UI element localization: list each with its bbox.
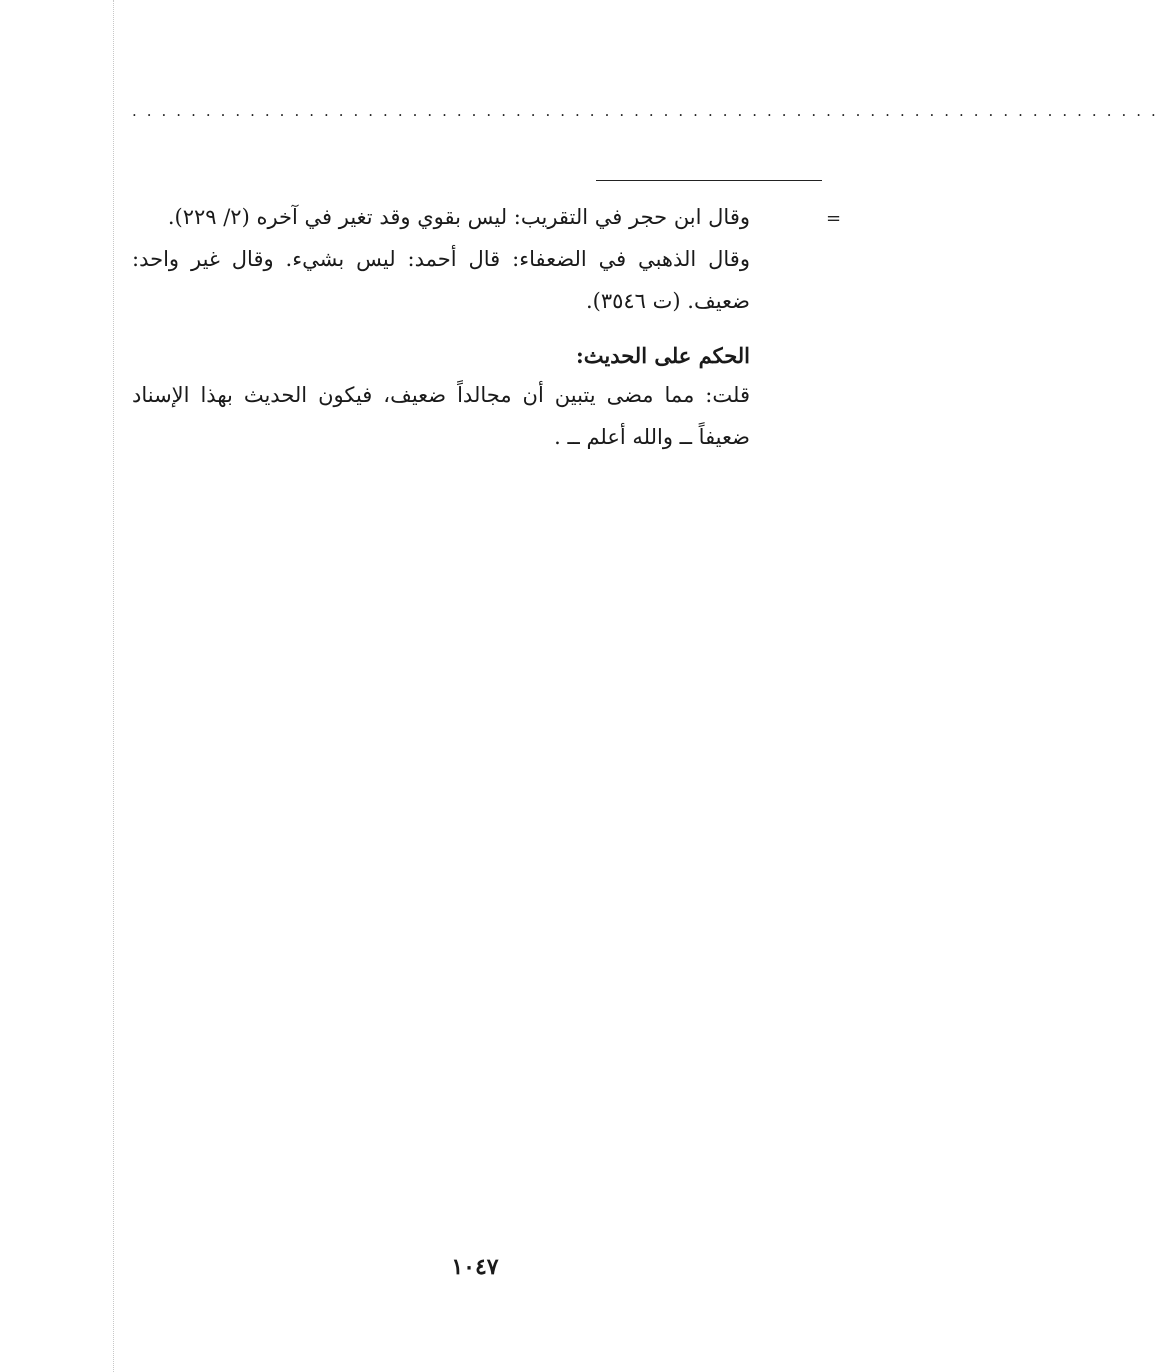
footnote-separator-rule	[596, 180, 822, 181]
ibn-hajar-line: وقال ابن حجر في التقريب: ليس بقوي وقد تغير في آخره (٢/ ٢٢٩).	[167, 205, 750, 229]
section-heading: الحكم على الحديث:	[576, 343, 750, 368]
footnote-continuation-mark: =	[826, 208, 842, 229]
hadith-ruling	[132, 374, 750, 458]
header-dotted-separator: ······································································	[132, 106, 1166, 124]
narrator-assessment	[132, 196, 750, 322]
dhahabi-line: وقال الذهبي في الضعفاء: قال أحمد: ليس بشيء. وقال غير واحد: ضعيف. (ت ٣٥٤٦).	[132, 247, 750, 313]
conclusion-paragraph: قلت: مما مضى يتبين أن مجالداً ضعيف، فيكون الحديث بهذا الإسناد ضعيفاً ــ والله أعلم ــ .	[132, 383, 750, 449]
binding-margin-line	[113, 0, 114, 1372]
page-number: ١٠٤٧	[451, 1254, 499, 1280]
